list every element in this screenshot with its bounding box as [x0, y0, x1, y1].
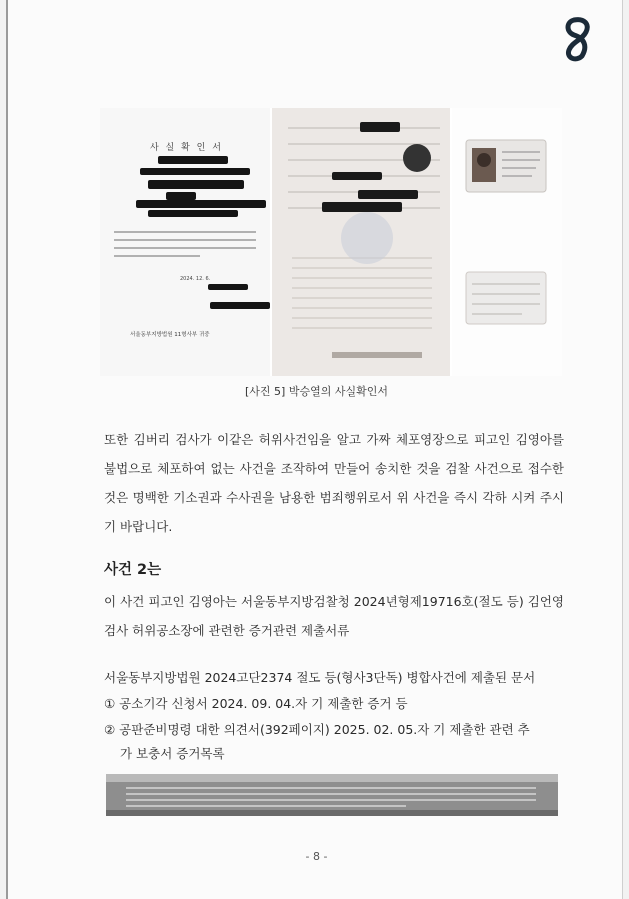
figure-caption: [사진 5] 박승열의 사실확인서: [245, 385, 388, 398]
evidence-item-1: ① 공소기각 신청서 2024. 09. 04.자 기 제출한 증거 등: [104, 696, 408, 711]
redaction-bar: [148, 180, 244, 189]
court-case-line: 서울동부지방법원 2024고단2374 절도 등(형사3단독) 병합사건에 제출된 문서: [104, 670, 536, 685]
document-footer: 서울동부지방법원 11형사부 귀중: [130, 332, 210, 338]
redaction-bar: [158, 156, 228, 164]
record-form-graphic: [272, 108, 450, 376]
redaction-bar: [140, 168, 250, 175]
document-page: [6, 0, 623, 899]
page-number: - 8 -: [305, 850, 328, 863]
id-card-images: [452, 108, 562, 376]
redaction-bar: [210, 302, 270, 309]
resident-record-document: [272, 108, 450, 376]
redaction-bar: [166, 192, 196, 200]
document-title: 사 실 확 인 서: [150, 143, 223, 153]
document-date: 2024. 12. 6.: [180, 276, 211, 282]
redaction-bar: [208, 284, 248, 290]
redaction-bar: [148, 210, 238, 217]
evidence-item-2: ② 공판준비명령 대한 의견서(392페이지) 2025. 02. 05.자 기 제출한 관련 추: [104, 722, 530, 737]
strip-texture: [106, 774, 558, 816]
redaction-bar: [136, 200, 266, 208]
paragraph-abuse-claim: 또한 김버리 검사가 이같은 허위사건임을 알고 가짜 체포영장으로 피고인 김영아를 불법으로 체포하여 없는 사건을 조작하여 만들어 송치한 것을 검찰 사건으로 접수한 것은 명백한 기소권과 수사권을 남용한 범죄행위로서 위 사건을 즉시 각하 시켜 주시기 바랍니다.: [104, 432, 564, 534]
document-text-lines: [110, 226, 260, 266]
evidence-strip-photo: [106, 774, 558, 816]
fact-confirmation-document: [100, 108, 270, 376]
evidence-item-2-continued: 가 보충서 증거목록: [120, 746, 225, 761]
section-heading: 사건 2는: [104, 562, 162, 578]
evidence-photo: [100, 108, 562, 376]
handwritten-page-mark: [560, 16, 600, 64]
paragraph-case-2: 이 사건 피고인 김영아는 서울동부지방검찰청 2024년형제19716호(절도 등) 김언영 검사 허위공소장에 관련한 증거관련 제출서류: [104, 594, 564, 638]
id-card-graphic: [452, 108, 562, 376]
